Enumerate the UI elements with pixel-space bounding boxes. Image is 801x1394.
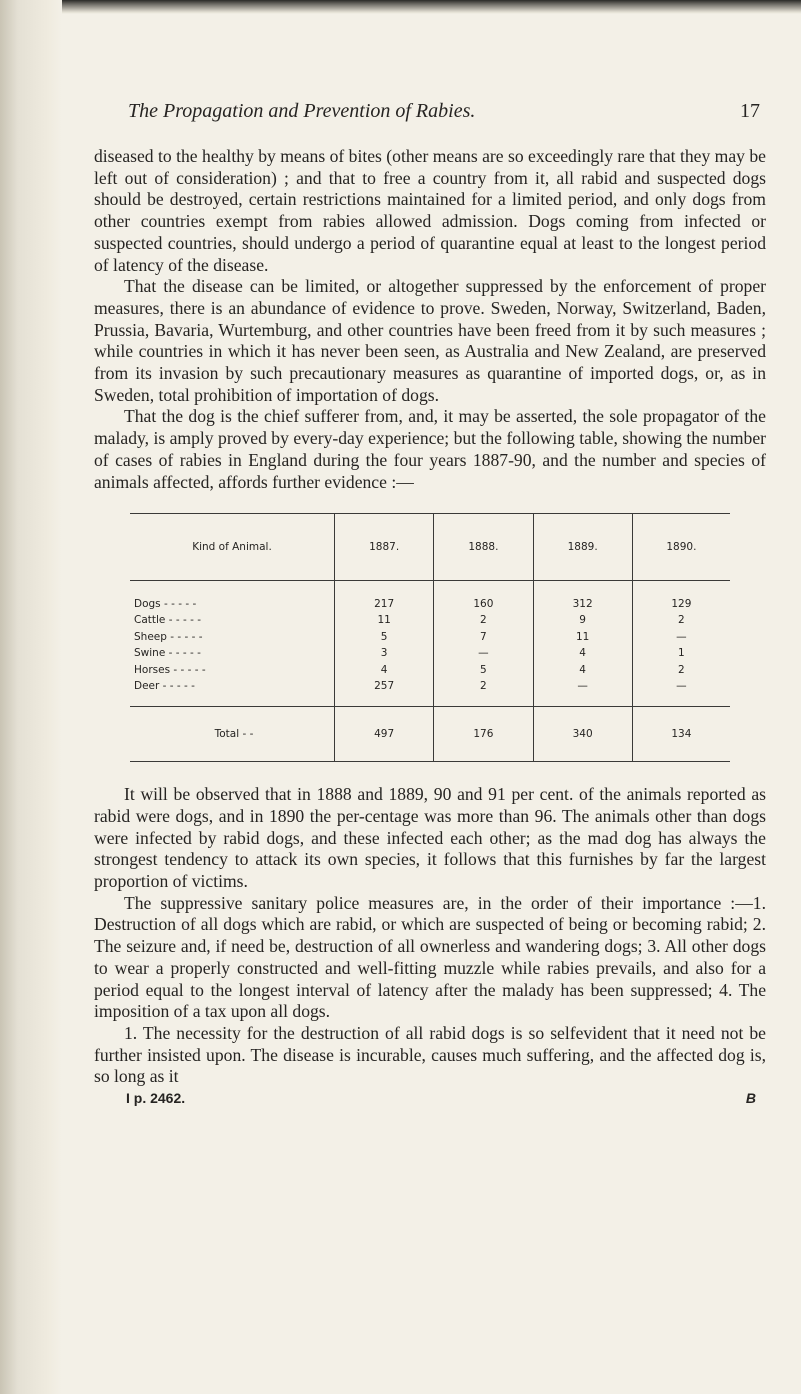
paragraph-5: The suppressive sanitary police measures are, in the order of their importance :—1. Destruction of all dogs which are rabid, or which are suspected of being or becoming rabid; 2. The seizure and, if need be, destruction of all ownerless and wandering dogs; 3. All other dogs to wear a properly constructed and well-fitting muzzle while rabies prevails, and also for a period equal to the longest interval of latency after the malady has been suppressed; 4. The imposition of a tax upon all dogs.	[94, 892, 766, 1022]
table-row	[130, 678, 730, 707]
gathering-letter: B	[745, 1090, 756, 1107]
table-row	[130, 628, 730, 645]
row-value: 160	[434, 581, 533, 612]
running-head-title: The Propagation and Prevention of Rabies.	[128, 100, 476, 122]
row-value: 5	[335, 628, 434, 645]
header-1888: 1888.	[434, 514, 533, 581]
binding-shadow	[0, 0, 62, 1394]
header-1890: 1890.	[632, 514, 730, 581]
paragraph-2: That the disease can be limited, or altogether suppressed by the enforcement of proper measures, there is an abundance of evidence to prove. Sweden, Norway, Switzerland, Baden, Prussia, Bavaria, Wurtemburg, and other countries have been freed from it by such measures ; while countries in which it has never been seen, as Australia and New Zealand, are preserved from its invasion by such precautionary measures as quarantine of imported dogs, or, as in Sweden, total prohibition of importation of dogs.	[94, 276, 766, 405]
page-number: 17	[740, 100, 760, 122]
table-header-row	[130, 514, 730, 581]
row-value: 129	[632, 581, 730, 612]
paragraph-1: diseased to the healthy by means of bites (other means are so exceedingly rare that they may be left out of consideration) ; and that to free a country from it, all rabid and suspected dogs should be destroyed, certain restrictions maintained for a limited period, and only dogs from other countries exempt from rabies allowed admission. Dogs coming from infected or suspected countries, should undergo a period of quarantine equal at least to the longest period of latency of the disease.	[94, 146, 766, 275]
row-value: —	[632, 678, 730, 707]
page-body	[94, 146, 766, 1088]
row-value: 4	[335, 661, 434, 678]
header-kind-of-animal: Kind of Animal.	[130, 514, 335, 581]
total-value: 340	[533, 707, 632, 762]
row-value: 4	[533, 661, 632, 678]
rabies-cases-table	[130, 513, 730, 762]
table-total-row	[130, 707, 730, 762]
row-animal: Horses - - - - -	[134, 663, 206, 676]
row-animal: Sheep - - - - -	[134, 630, 203, 643]
paragraph-6: 1. The necessity for the destruction of all rabid dogs is so selfevident that it need not be further insisted upon. The disease is incurable, causes much suffering, and the affected dog is, so long as it	[94, 1022, 766, 1087]
row-value: 1	[632, 645, 730, 662]
running-head	[94, 100, 766, 126]
row-value: 9	[533, 612, 632, 629]
row-animal: Deer - - - - -	[134, 680, 195, 692]
table-row	[130, 645, 730, 662]
row-value: 4	[533, 645, 632, 662]
paragraph-3: That the dog is the chief sufferer from, and, it may be asserted, the sole propagator of the malady, is amply proved by every-day experience; but the following table, showing the number of cases of rabies in England during the four years 1887-90, and the number and species of animals affected, affords further evidence :—	[94, 406, 766, 492]
row-value: 3	[335, 645, 434, 662]
row-value: 217	[335, 581, 434, 612]
row-value: —	[533, 678, 632, 707]
total-value: 134	[632, 707, 730, 762]
row-value: 257	[335, 678, 434, 707]
book-page	[94, 100, 766, 1114]
printer-signature: I p. 2462.	[126, 1090, 186, 1107]
row-value: 312	[533, 581, 632, 612]
row-animal: Swine - - - - -	[134, 647, 201, 659]
table-row	[130, 661, 730, 678]
row-value: 11	[335, 612, 434, 629]
total-value: 497	[335, 707, 434, 762]
header-1889: 1889.	[533, 514, 632, 581]
row-value: 2	[434, 678, 533, 707]
total-value: 176	[434, 707, 533, 762]
row-value: 2	[632, 661, 730, 678]
header-1887: 1887.	[335, 514, 434, 581]
row-value: 5	[434, 661, 533, 678]
table-row	[130, 581, 730, 612]
row-animal: Dogs - - - - -	[134, 597, 197, 610]
row-value: 11	[533, 628, 632, 645]
row-animal: Cattle - - - - -	[134, 614, 202, 626]
row-value: —	[632, 628, 730, 645]
row-value: 7	[434, 628, 533, 645]
total-label: Total - -	[130, 707, 335, 762]
row-value: 2	[632, 612, 730, 629]
page-footer	[94, 1090, 766, 1114]
row-value: 2	[434, 612, 533, 629]
row-value: —	[434, 645, 533, 662]
table-row	[130, 612, 730, 629]
page-top-edge	[0, 0, 801, 14]
paragraph-4: It will be observed that in 1888 and 1889, 90 and 91 per cent. of the animals reported as rabid were dogs, and in 1890 the per-centage was more than 96. The animals other than dogs were infected by rabid dogs, and these infected each other; as the mad dog has always the strongest tendency to attack its own species, it follows that this furnishes by far the largest proportion of victims.	[94, 784, 766, 892]
